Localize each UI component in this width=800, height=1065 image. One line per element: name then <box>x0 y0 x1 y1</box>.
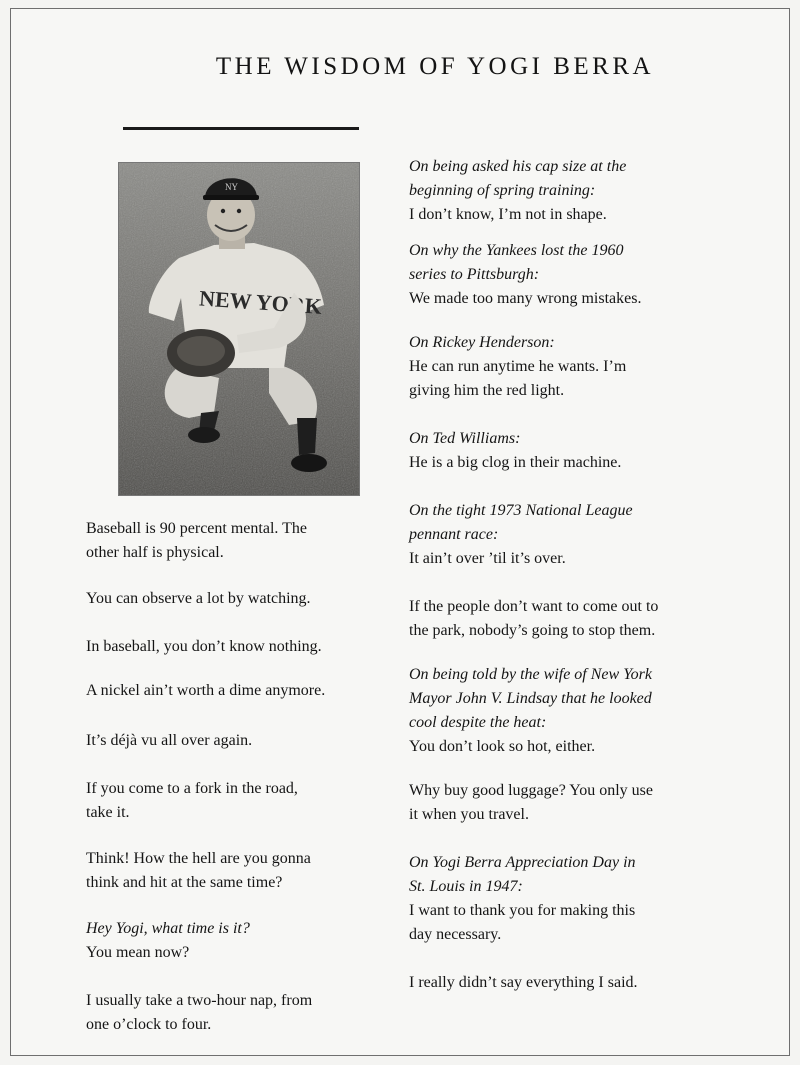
quote-text: take it. <box>86 804 130 821</box>
quote-text: it when you travel. <box>409 806 529 823</box>
quote-item <box>409 155 739 227</box>
quote-text: He can run anytime he wants. I’m <box>409 358 627 375</box>
page-title: THE WISDOM OF YOGI BERRA <box>215 53 655 80</box>
quote-item <box>86 847 406 895</box>
quote-item <box>409 971 739 995</box>
quote-item <box>409 499 739 571</box>
quote-text: If you come to a fork in the road, <box>86 780 298 797</box>
quote-text: I don’t know, I’m not in shape. <box>409 206 607 223</box>
quote-text: If the people don’t want to come out to <box>409 598 659 615</box>
quote-caption: On being asked his cap size at the <box>409 158 627 175</box>
quote-text: We made too many wrong mistakes. <box>409 290 642 307</box>
quote-item <box>409 851 739 947</box>
quote-caption: series to Pittsburgh: <box>409 266 540 283</box>
quote-item <box>86 517 406 565</box>
quote-text: other half is physical. <box>86 544 224 561</box>
quote-text: Think! How the hell are you gonna <box>86 850 311 867</box>
quote-text: day necessary. <box>409 926 502 943</box>
quote-text: It’s déjà vu all over again. <box>86 732 253 749</box>
quote-text: Baseball is 90 percent mental. The <box>86 520 307 537</box>
cap-logo: NY <box>225 182 238 192</box>
quote-caption: cool despite the heat: <box>409 714 547 731</box>
quote-caption: pennant race: <box>409 526 499 543</box>
quote-text: I want to thank you for making this <box>409 902 636 919</box>
quote-caption: Hey Yogi, what time is it? <box>86 920 250 937</box>
quote-caption: On why the Yankees lost the 1960 <box>409 242 624 259</box>
quote-caption: On being told by the wife of New York <box>409 666 652 683</box>
quote-item <box>409 663 739 759</box>
quote-item <box>86 989 406 1037</box>
quote-text: He is a big clog in their machine. <box>409 454 622 471</box>
quote-text: one o’clock to four. <box>86 1016 212 1033</box>
quote-item <box>409 595 739 643</box>
quote-text: You don’t look so hot, either. <box>409 738 596 755</box>
quote-item <box>409 331 739 403</box>
quote-text: In baseball, you don’t know nothing. <box>86 638 322 655</box>
title-rule <box>123 127 359 130</box>
quote-item <box>409 427 739 475</box>
quote-text: giving him the red light. <box>409 382 565 399</box>
quote-text: I really didn’t say everything I said. <box>409 974 638 991</box>
quote-text: think and hit at the same time? <box>86 874 283 891</box>
quote-caption: beginning of spring training: <box>409 182 596 199</box>
quote-item <box>86 777 406 825</box>
quote-item <box>86 635 406 659</box>
photo-graphic <box>119 163 359 495</box>
quote-item <box>86 917 406 965</box>
quote-item <box>409 239 739 311</box>
quote-item <box>86 587 406 611</box>
baseball-catcher-photo <box>118 162 360 496</box>
left-quote-column <box>86 517 406 1037</box>
quote-text: Why buy good luggage? You only use <box>409 782 653 799</box>
quote-item <box>86 729 406 753</box>
quote-text: the park, nobody’s going to stop them. <box>409 622 656 639</box>
right-quote-column <box>409 155 739 995</box>
quote-text: I usually take a two-hour nap, from <box>86 992 313 1009</box>
quote-text: A nickel ain’t worth a dime anymore. <box>86 682 326 699</box>
quote-caption: On Yogi Berra Appreciation Day in <box>409 854 636 871</box>
document-page <box>10 8 790 1056</box>
quote-text: It ain’t over ’til it’s over. <box>409 550 566 567</box>
quote-caption: St. Louis in 1947: <box>409 878 523 895</box>
quote-item <box>86 679 406 703</box>
quote-caption: On Ted Williams: <box>409 430 521 447</box>
quote-text: You mean now? <box>86 944 190 961</box>
quote-caption: Mayor John V. Lindsay that he looked <box>409 690 652 707</box>
quote-caption: On the tight 1973 National League <box>409 502 633 519</box>
quote-text: You can observe a lot by watching. <box>86 590 311 607</box>
quote-caption: On Rickey Henderson: <box>409 334 555 351</box>
jersey-lettering: NEW YORK <box>198 285 323 319</box>
quote-item <box>409 779 739 827</box>
